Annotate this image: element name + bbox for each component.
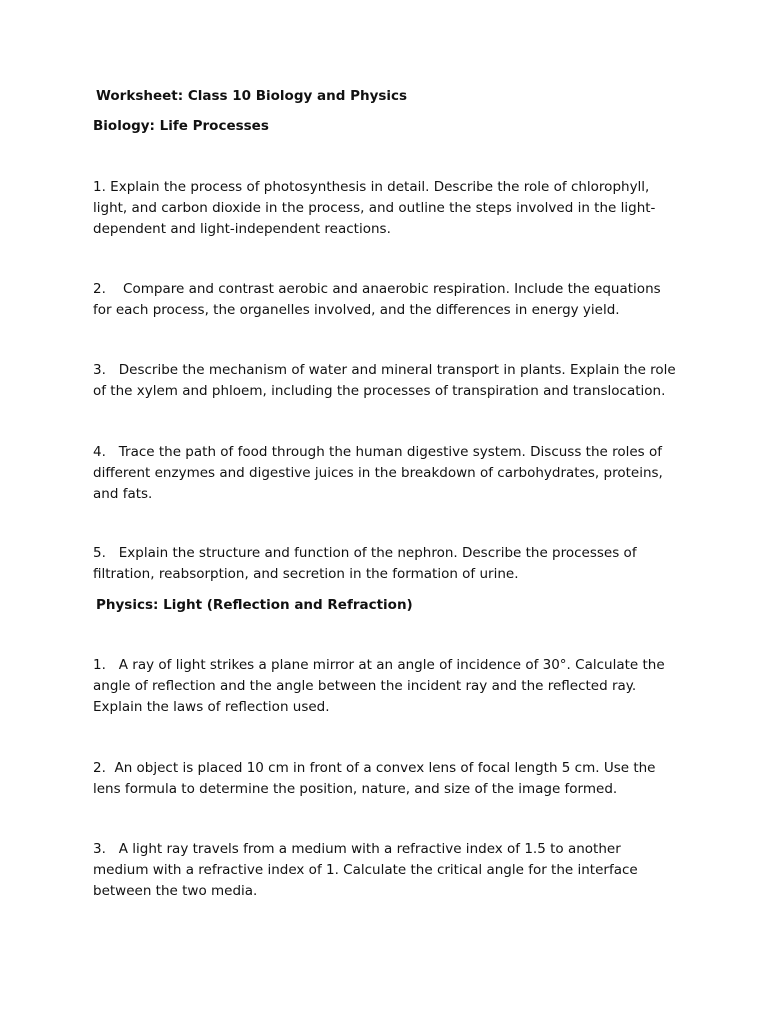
physics-question-3: 3. A light ray travels from a medium with a refractive index of 1.5 to another medium with a refractive index of 1. Calculate the critical angle for the interface between the two media. <box>93 841 638 899</box>
biology-question-4: 4. Trace the path of food through the human digestive system. Discuss the roles of different enzymes and digestive juices in the breakdown of carbohydrates, proteins, and fats. <box>93 444 663 502</box>
biology-question-1: 1. Explain the process of photosynthesis in detail. Describe the role of chlorophyll, light, and carbon dioxide in the process, and outline the steps involved in the light-dependent and light-independent reactions. <box>93 179 656 237</box>
worksheet-title: Worksheet: Class 10 Biology and Physics <box>96 88 408 104</box>
biology-heading: Biology: Life Processes <box>93 118 269 134</box>
physics-question-1: 1. A ray of light strikes a plane mirror at an angle of incidence of 30°. Calculate the angle of reflection and the angle between the incident ray and the reflected ray. Explain the laws of reflection used. <box>93 657 665 715</box>
biology-question-5: 5. Explain the structure and function of the nephron. Describe the processes of filtration, reabsorption, and secretion in the formation of urine. <box>93 545 637 582</box>
biology-question-3: 3. Describe the mechanism of water and mineral transport in plants. Explain the role of the xylem and phloem, including the processes of transpiration and translocation. <box>93 362 676 399</box>
physics-heading: Physics: Light (Reflection and Refraction) <box>96 597 413 613</box>
biology-question-2: 2. Compare and contrast aerobic and anaerobic respiration. Include the equations for each process, the organelles involved, and the differences in energy yield. <box>93 281 661 318</box>
physics-question-2: 2. An object is placed 10 cm in front of a convex lens of focal length 5 cm. Use the lens formula to determine the position, nature, and size of the image formed. <box>93 760 656 797</box>
